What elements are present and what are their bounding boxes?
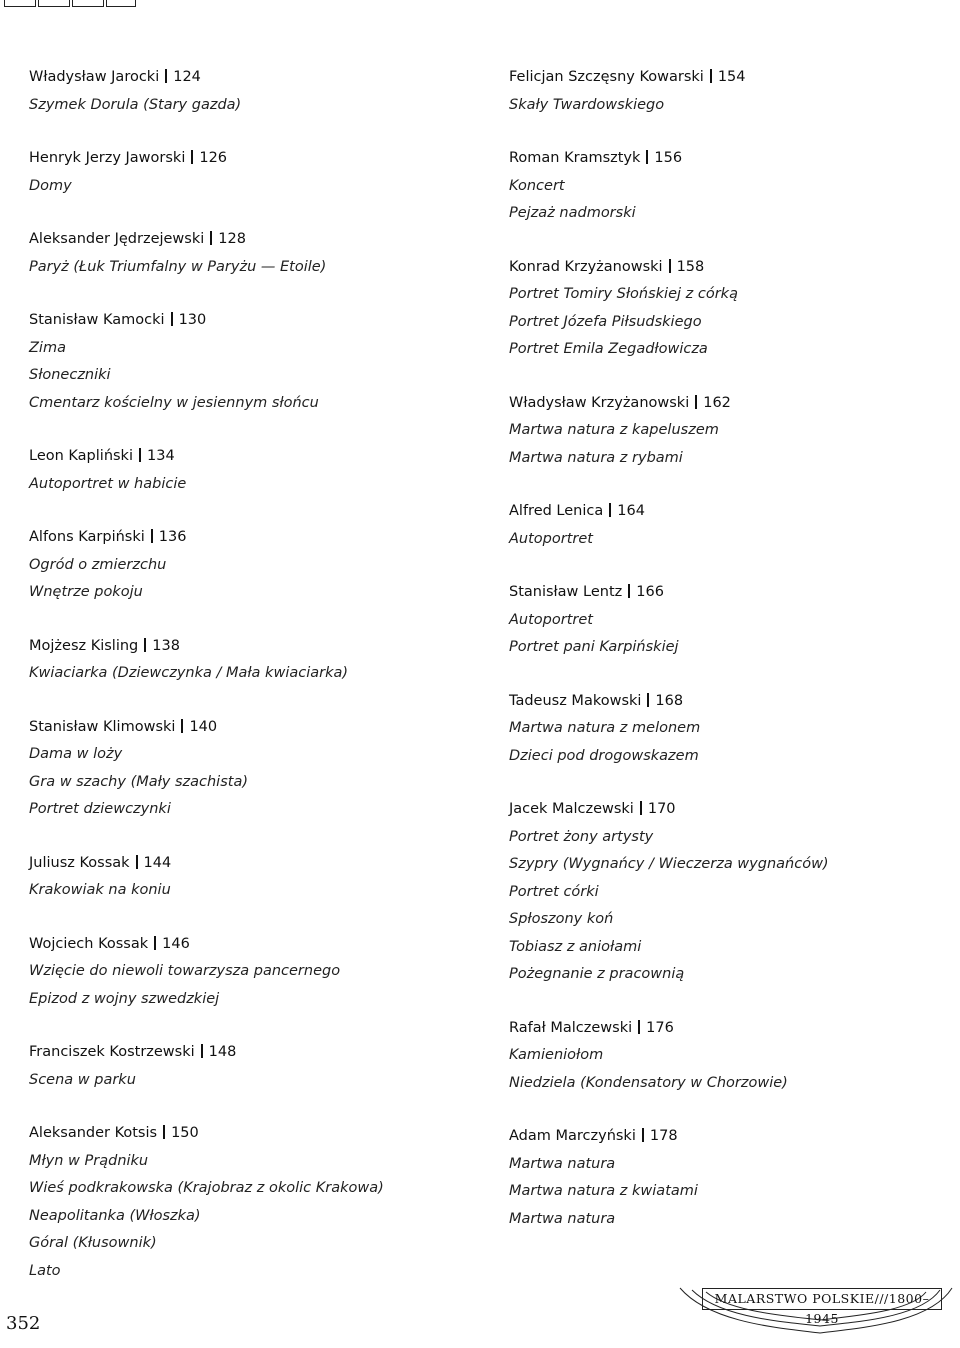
artist-heading [509,796,949,824]
separator-bar [201,1044,203,1058]
artwork-title: Martwa natura z kapeluszem [509,422,719,438]
artist-name: Aleksander Jędrzejewski [29,231,205,247]
artist-name: Władysław Krzyżanowski [509,394,690,411]
artist-heading [509,498,949,526]
separator-bar [151,529,153,543]
artwork-title: Koncert [509,177,565,194]
artwork-title: Martwa natura [509,1155,616,1172]
separator-bar [139,448,141,462]
artist-heading [509,579,949,607]
artwork-title: Portret Emila Zegadłowicza [509,341,708,357]
artwork-title: Portret córki [509,883,599,900]
series-title: MALARSTWO POLSKIE///1800–1945 [702,1288,942,1310]
artwork-title: Neapolitanka (Włoszka) [29,1207,201,1224]
separator-bar [171,312,173,326]
index-entry [509,1015,949,1098]
artist-name: Felicjan Szczęsny Kowarski [509,69,704,85]
artist-heading [29,443,469,471]
index-entry [29,1120,469,1285]
page-reference: 162 [703,394,731,411]
page-reference: 130 [178,312,207,328]
separator-bar [136,855,138,869]
index-entry [509,145,949,228]
separator-bar [144,638,146,652]
index-entry [29,850,469,905]
separator-bar [609,503,611,517]
artwork-title: Wieś podkrakowska (Krajobraz z okolic Krakowa) [29,1180,384,1196]
page-reference: 144 [143,854,172,871]
separator-bar [669,259,671,273]
artwork-title: Martwa natura z melonem [509,720,701,736]
separator-bar [191,150,193,164]
page-reference: 134 [147,448,175,464]
separator-bar [695,395,697,409]
separator-bar [646,150,648,164]
index-entry [29,443,469,498]
artist-name: Stanisław Kamocki [29,312,165,328]
artist-heading [29,1039,469,1067]
artwork-title: Zima [29,339,66,356]
artwork-title: Wzięcie do niewoli towarzysza pancernego [29,963,341,979]
artist-name: Juliusz Kossak [29,854,130,871]
artist-name: Roman Kramsztyk [509,150,641,166]
index-entry [509,498,949,553]
artist-heading [29,1120,469,1148]
page-reference: 154 [717,69,746,85]
artwork-title: Dama w loży [29,746,123,762]
page-reference: 124 [173,69,201,85]
page-reference: 140 [189,718,218,735]
index-entry [509,579,949,662]
index-entry [29,226,469,281]
artist-name: Leon Kapliński [29,448,133,464]
separator-bar [154,936,156,950]
artwork-title: Szypry (Wygnańcy / Wieczerza wygnańców) [509,856,829,872]
artist-name: Tadeusz Makowski [509,692,642,709]
artist-heading [509,64,949,92]
artist-name: Stanisław Lentz [509,584,623,600]
artist-heading [509,254,949,282]
page-reference: 156 [654,150,683,166]
artist-heading [29,931,469,959]
artwork-title: Portret dziewczynki [29,801,171,817]
artwork-title: Pożegnanie z pracownią [509,966,685,982]
index-entry [29,1039,469,1094]
artwork-title: Góral (Kłusownik) [29,1235,157,1251]
artwork-title: Domy [29,177,72,194]
artwork-title: Tobiasz z aniołami [509,938,642,955]
artwork-title: Autoportret w habicie [29,475,187,492]
artwork-title: Martwa natura z rybami [509,449,683,466]
artist-heading [29,524,469,552]
index-entry [29,931,469,1014]
artist-name: Mojżesz Kisling [29,637,139,654]
artwork-title: Portret żony artysty [509,828,654,845]
artist-heading [29,633,469,661]
page-reference: 150 [171,1125,199,1141]
artist-heading [509,688,949,716]
artist-heading [509,145,949,173]
artist-name: Władysław Jarocki [29,69,160,85]
artist-heading [29,307,469,335]
index-entry [29,633,469,688]
separator-bar [640,801,642,815]
artist-name: Adam Marczyński [509,1128,636,1144]
artist-heading [29,64,469,92]
artwork-title: Dzieci pod drogowskazem [509,747,699,764]
index-entry [29,714,469,824]
page-reference: 170 [647,801,676,817]
index-entry [509,796,949,989]
page-reference: 146 [162,935,190,952]
artist-name: Henryk Jerzy Jaworski [29,150,186,166]
page-number: 352 [6,1313,41,1334]
separator-bar [210,231,212,245]
artwork-title: Epizod z wojny szwedzkiej [29,990,220,1007]
artwork-title: Scena w parku [29,1071,136,1088]
page-reference: 158 [676,258,705,275]
page-reference: 176 [646,1019,674,1036]
separator-bar [710,69,712,83]
artwork-title: Ogród o zmierzchu [29,556,167,573]
separator-bar [638,1020,640,1034]
artwork-title: Gra w szachy (Mały szachista) [29,773,248,790]
artist-heading [29,226,469,254]
index-entry [509,64,949,119]
artwork-title: Autoportret [509,530,593,547]
separator-bar [165,69,167,83]
artwork-title: Spłoszony koń [509,911,614,927]
artwork-title: Kwiaciarka (Dziewczynka / Mała kwiaciarka) [29,665,349,681]
separator-bar [642,1128,644,1142]
artwork-title: Paryż (Łuk Triumfalny w Paryżu — Etoile) [29,258,327,275]
right-index-column [509,64,949,1233]
separator-bar [647,693,649,707]
page-reference: 126 [199,150,228,166]
artwork-title: Pejzaż nadmorski [509,205,636,221]
artist-name: Rafał Malczewski [509,1019,633,1036]
artwork-title: Wnętrze pokoju [29,584,143,600]
artwork-title: Portret Tomiry Słońskiej z córką [509,286,738,302]
artwork-title: Szymek Dorula (Stary gazda) [29,96,242,113]
artist-name: Alfons Karpiński [29,529,145,545]
artist-heading [509,1015,949,1043]
artist-heading [29,714,469,742]
index-entry [29,524,469,607]
left-index-column [29,64,469,1285]
page-reference: 178 [649,1128,678,1144]
page-reference: 166 [636,584,664,600]
artwork-title: Młyn w Prądniku [29,1152,149,1169]
index-entry [509,254,949,364]
artwork-title: Martwa natura [509,1210,616,1227]
page-reference: 164 [617,503,645,519]
separator-bar [628,584,630,598]
separator-bar [181,719,183,733]
top-edge-marks [0,0,140,8]
artwork-title: Cmentarz kościelny w jesiennym słońcu [29,394,319,411]
artist-name: Stanisław Klimowski [29,718,176,735]
artwork-title: Martwa natura z kwiatami [509,1183,698,1199]
artist-name: Alfred Lenica [509,503,604,519]
artist-name: Wojciech Kossak [29,935,149,952]
page-reference: 136 [158,529,187,545]
index-entry [29,64,469,119]
index-entry [509,390,949,473]
artist-heading [509,1123,949,1151]
page-reference: 148 [208,1044,237,1060]
artwork-title: Kamieniołom [509,1047,604,1063]
artist-heading [29,850,469,878]
separator-bar [163,1125,165,1139]
artist-name: Konrad Krzyżanowski [509,258,663,275]
artwork-title: Niedziela (Kondensatory w Chorzowie) [509,1074,788,1091]
artwork-title: Lato [29,1262,61,1279]
artist-name: Jacek Malczewski [509,801,634,817]
artwork-title: Portret pani Karpińskiej [509,639,679,655]
artwork-title: Krakowiak na koniu [29,882,171,898]
index-entry [509,1123,949,1233]
artwork-title: Portret Józefa Piłsudskiego [509,313,702,330]
page-reference: 138 [152,637,180,654]
page-reference: 128 [218,231,246,247]
artist-name: Franciszek Kostrzewski [29,1044,195,1060]
artist-name: Aleksander Kotsis [29,1125,158,1141]
index-entry [29,307,469,417]
page-reference: 168 [655,692,684,709]
artwork-title: Skały Twardowskiego [509,96,665,113]
index-entry [29,145,469,200]
artwork-title: Słoneczniki [29,367,111,383]
artist-heading [29,145,469,173]
index-entry [509,688,949,771]
artist-heading [509,390,949,418]
artwork-title: Autoportret [509,611,593,628]
